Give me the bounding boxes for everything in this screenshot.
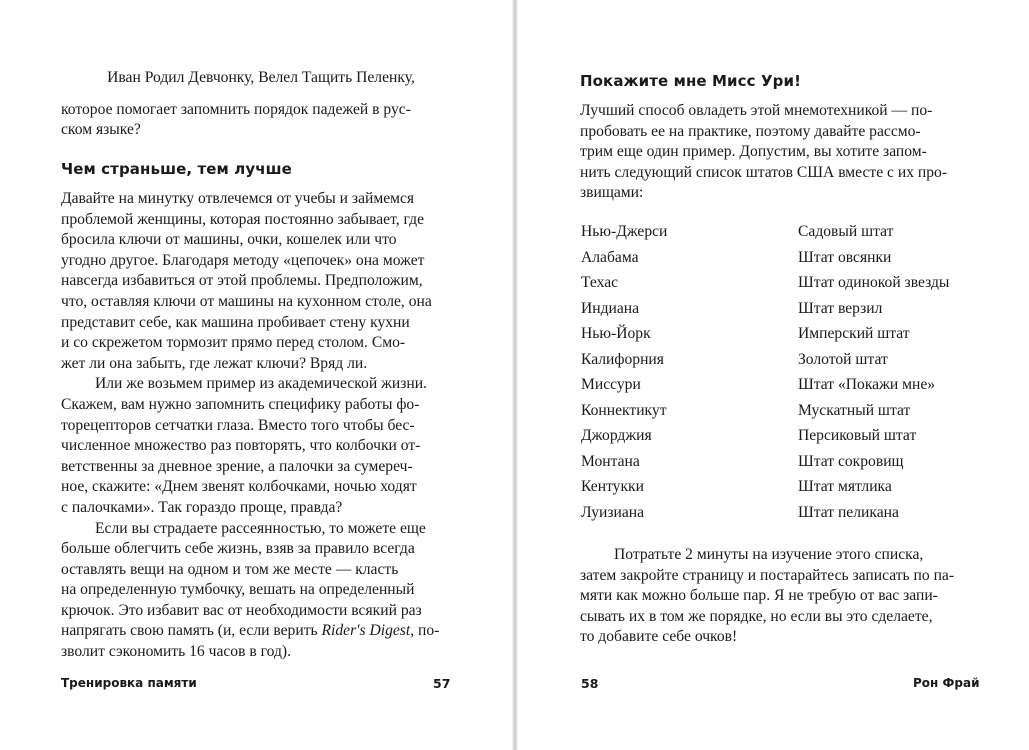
state-nickname: Имперский штат <box>798 325 910 342</box>
state-nickname: Штат сокровищ <box>798 452 904 470</box>
right-outro-text <box>580 545 975 648</box>
text-line: пробовать ее на практике, поэтому давайте рассмо- <box>580 122 921 140</box>
text-line: Потратьте 2 минуты на изучение этого списка, <box>614 546 924 563</box>
text-line: и со скрежетом тормозит прямо перед столом. Смо- <box>61 334 406 352</box>
book-gutter <box>512 0 518 750</box>
text-fragment: , по- <box>410 622 440 640</box>
running-footer-author: Рон Фрай <box>913 676 980 690</box>
text-line: угодно другое. Благодаря методу «цепочек» она может <box>61 251 425 269</box>
state-nickname: Садовый штат <box>798 223 894 240</box>
list-item <box>581 248 981 274</box>
text-line-with-italic <box>61 621 461 642</box>
section-heading: Покажите мне Мисс Ури! <box>580 72 802 90</box>
text-line: нить следующий список штатов США вместе с их про- <box>580 163 948 181</box>
text-line: Или же возьмем пример из академической жизни. <box>95 375 427 393</box>
state-name: Техас <box>581 274 619 291</box>
text-line: ное, скажите: «Днем звенят колбочками, ночью ходят <box>61 478 417 496</box>
list-item <box>581 324 981 350</box>
list-item <box>581 426 981 452</box>
state-nickname: Штат одинокой звезды <box>798 274 950 291</box>
state-nickname: Персиковый штат <box>798 427 917 444</box>
right-intro-text <box>580 101 975 204</box>
state-nickname: Штат пеликана <box>798 503 899 521</box>
text-line: торецепторов сетчатки глаза. Вместо того чтобы бес- <box>61 416 415 434</box>
state-name: Индиана <box>581 299 640 317</box>
states-list <box>581 222 981 528</box>
state-name: Кентукки <box>581 478 644 495</box>
list-item <box>581 452 981 478</box>
text-line: звищами: <box>580 184 644 202</box>
text-line: Скажем, вам нужно запомнить специфику работы фо- <box>61 395 420 413</box>
text-line: которое помогает запомнить порядок падежей в рус- <box>61 100 411 118</box>
state-nickname: Золотой штат <box>798 350 888 368</box>
text-line: навсегда избавиться от этой проблемы. Предположим, <box>61 272 423 290</box>
list-item <box>581 222 981 248</box>
text-line: оставлять вещи на одном и том же месте — класть <box>61 560 399 578</box>
text-line: жет ли она забыть, где лежат ключи? Вряд ли. <box>61 354 368 372</box>
list-item <box>581 350 981 376</box>
list-item <box>581 375 981 401</box>
left-body-text <box>61 189 461 663</box>
list-item <box>581 503 981 529</box>
list-item <box>581 273 981 299</box>
section-heading: Чем страньше, тем лучше <box>61 160 292 178</box>
text-line: на определенную тумбочку, вешать на определенный <box>61 581 415 599</box>
text-line: с палочками». Так гораздо проще, правда? <box>61 498 343 516</box>
text-line: мяти как можно больше пар. Я не требую от вас запи- <box>580 587 938 605</box>
state-name: Нью-Йорк <box>581 325 651 342</box>
text-line: то добавите себе очков! <box>580 628 738 646</box>
magazine-title: Rider's Digest <box>321 622 411 640</box>
state-name: Луизиана <box>581 503 645 521</box>
text-line: проблемой женщины, которая постоянно забывает, где <box>61 210 424 228</box>
text-line: что, оставляя ключи от машины на кухонном столе, она <box>61 292 432 310</box>
state-name: Нью-Джерси <box>581 223 668 240</box>
state-nickname: Штат верзил <box>798 299 883 317</box>
list-item <box>581 299 981 325</box>
state-name: Монтана <box>581 452 640 470</box>
text-fragment: напрягать свою память (и, если верить <box>61 622 322 640</box>
text-line: крючок. Это избавит вас от необходимости всякий раз <box>61 601 422 619</box>
text-line: сывать их в том же порядке, но если вы это сделаете, <box>580 607 933 625</box>
list-item <box>581 401 981 427</box>
left-page <box>0 0 514 750</box>
text-line: ветственны за дневное зрение, а палочки за сумереч- <box>61 457 413 475</box>
state-nickname: Штат «Покажи мне» <box>798 376 936 393</box>
text-line: трим еще один пример. Допустим, вы хотите запом- <box>580 143 927 161</box>
text-line: Давайте на минутку отвлечемся от учебы и займемся <box>61 190 415 207</box>
state-nickname: Мускатный штат <box>798 401 911 419</box>
text-line: зволит сэкономить 16 часов в год). <box>61 643 291 661</box>
page-number: 58 <box>581 676 599 691</box>
state-name: Коннектикут <box>581 401 667 419</box>
page-number: 57 <box>433 676 451 691</box>
text-line: Лучший способ овладеть этой мнемотехникой — по- <box>580 102 933 119</box>
text-line: ском языке? <box>61 121 141 139</box>
text-line: Если вы страдаете рассеянностью, то можете еще <box>95 519 426 537</box>
running-footer-title: Тренировка памяти <box>61 676 197 690</box>
text-line: затем закройте страницу и постарайтесь записать по па- <box>580 566 955 584</box>
state-name: Алабама <box>581 248 639 266</box>
state-nickname: Штат овсянки <box>798 248 892 266</box>
state-name: Миссури <box>581 376 641 393</box>
text-line: бросила ключи от машины, очки, кошелек или что <box>61 231 397 249</box>
state-name: Калифорния <box>581 350 664 368</box>
text-line: представит себе, как машина пробивает стену кухни <box>61 313 410 331</box>
left-top-text <box>61 68 461 141</box>
text-line: больше облегчить себе жизнь, взяв за правило всегда <box>61 540 415 558</box>
list-item <box>581 477 981 503</box>
state-name: Джорджия <box>581 427 652 444</box>
mnemonic-phrase: Иван Родил Девчонку, Велел Тащить Пеленку, <box>107 69 415 86</box>
text-line: численное множество раз повторять, что колбочки от- <box>61 437 421 455</box>
state-nickname: Штат мятлика <box>798 478 892 495</box>
